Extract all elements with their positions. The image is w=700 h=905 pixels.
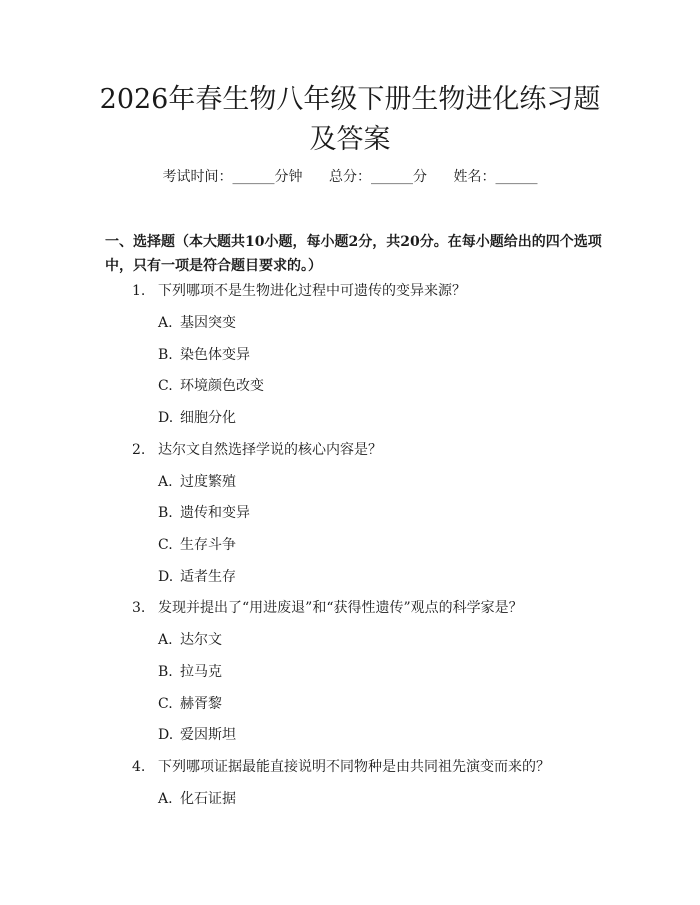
- option-text: 遗传和变异: [180, 505, 250, 521]
- option-label: B.: [158, 664, 173, 680]
- option-text: 染色体变异: [180, 347, 250, 363]
- option-label: B.: [158, 505, 173, 521]
- student-name-field: 姓名：______: [453, 169, 538, 185]
- option-label: D.: [158, 727, 174, 743]
- question-3: [132, 598, 523, 618]
- question-number: 4.: [132, 759, 146, 775]
- question-text: 下列哪项不是生物进化过程中可遗传的变异来源？: [158, 283, 466, 299]
- question-number: 3.: [132, 600, 146, 616]
- question-3-option-a: [158, 630, 222, 650]
- document-title: 2026年春生物八年级下册生物进化练习题及答案: [99, 84, 601, 155]
- question-text: 发现并提出了“用进废退”和“获得性遗传”观点的科学家是？: [158, 600, 523, 616]
- total-score-field: 总分：______分: [329, 169, 427, 185]
- option-label: C.: [158, 696, 173, 712]
- option-label: A.: [158, 791, 173, 807]
- exam-time-field: 考试时间：______分钟: [162, 169, 303, 185]
- question-1-option-c: [158, 376, 264, 396]
- question-text: 达尔文自然选择学说的核心内容是？: [158, 442, 382, 458]
- option-label: D.: [158, 410, 174, 426]
- question-1: [132, 281, 466, 301]
- option-text: 赫胥黎: [180, 696, 222, 712]
- option-label: B.: [158, 347, 173, 363]
- option-label: C.: [158, 378, 173, 394]
- exam-info-row: [0, 167, 700, 187]
- question-2: [132, 440, 382, 460]
- question-1-option-b: [158, 345, 250, 365]
- question-3-option-c: [158, 694, 222, 714]
- question-1-option-d: [158, 408, 236, 428]
- question-number: 2.: [132, 442, 146, 458]
- option-text: 拉马克: [180, 664, 222, 680]
- option-text: 达尔文: [180, 632, 222, 648]
- option-label: C.: [158, 537, 173, 553]
- question-2-option-b: [158, 503, 250, 523]
- question-3-option-d: [158, 725, 236, 745]
- question-1-option-a: [158, 313, 236, 333]
- question-2-option-a: [158, 472, 236, 492]
- option-label: A.: [158, 474, 173, 490]
- question-number: 1.: [132, 283, 146, 299]
- option-text: 爱因斯坦: [180, 727, 236, 743]
- option-text: 过度繁殖: [180, 474, 236, 490]
- question-4: [132, 757, 550, 777]
- question-2-option-d: [158, 567, 236, 587]
- option-text: 适者生存: [180, 569, 236, 585]
- option-label: A.: [158, 315, 173, 331]
- option-label: D.: [158, 569, 174, 585]
- option-text: 细胞分化: [180, 410, 236, 426]
- question-2-option-c: [158, 535, 236, 555]
- option-text: 基因突变: [180, 315, 236, 331]
- question-4-option-a: [158, 789, 236, 809]
- option-text: 化石证据: [180, 791, 236, 807]
- option-label: A.: [158, 632, 173, 648]
- section-heading: 一、选择题（本大题共10小题，每小题2分，共20分。在每小题给出的四个选项中，只有一项是符合题目要求的。）: [105, 234, 602, 274]
- option-text: 环境颜色改变: [180, 378, 264, 394]
- option-text: 生存斗争: [180, 537, 236, 553]
- question-text: 下列哪项证据最能直接说明不同物种是由共同祖先演变而来的？: [158, 759, 550, 775]
- question-3-option-b: [158, 662, 222, 682]
